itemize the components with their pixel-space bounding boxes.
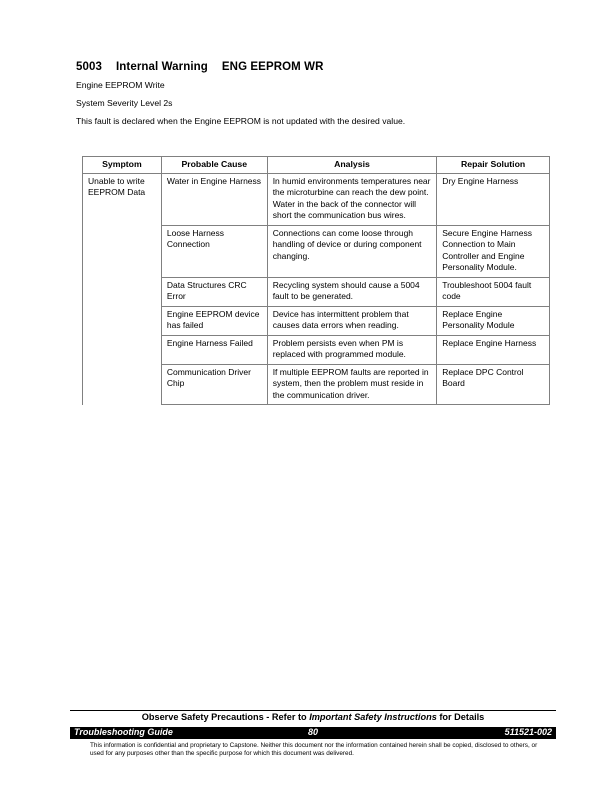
table-row (83, 173, 550, 225)
fault-declaration: This fault is declared when the Engine EEPROM is not updated with the desired value. (76, 116, 406, 126)
table-header-row (83, 157, 550, 174)
fault-code: 5003 (76, 61, 102, 73)
safety-suffix: for Details (436, 712, 485, 722)
solution-cell: Secure Engine Harness Connection to Main Controller and Engine Personality Module. (437, 225, 550, 277)
header-probable-cause: Probable Cause (161, 157, 267, 174)
safety-emphasis: Important Safety Instructions (309, 712, 437, 722)
header-analysis: Analysis (267, 157, 437, 174)
footer-divider (70, 710, 556, 711)
solution-cell: Troubleshoot 5004 fault code (437, 277, 550, 306)
confidentiality-disclaimer: This information is confidential and proprietary to Capstone. Neither this document nor the information contained herein shall be copied, disclosed to others, or used for any purposes other than the specific purpose for which this document was delivered. (90, 742, 538, 757)
fault-type: Internal Warning (115, 61, 208, 73)
page-number: 80 (307, 727, 318, 737)
header-repair-solution: Repair Solution (437, 157, 550, 174)
symptom-cell: Unable to write EEPROM Data (83, 173, 162, 405)
cause-cell: Loose Harness Connection (161, 225, 267, 277)
analysis-cell: Problem persists even when PM is replaced with programmed module. (267, 335, 437, 364)
analysis-cell: If multiple EEPROM faults are reported in system, then the problem must reside in the communication driver. (267, 364, 437, 405)
cause-cell: Data Structures CRC Error (161, 277, 267, 306)
analysis-cell: Recycling system should cause a 5004 fault to be generated. (267, 277, 437, 306)
solution-cell: Replace Engine Harness (437, 335, 550, 364)
header-symptom: Symptom (83, 157, 162, 174)
cause-cell: Communication Driver Chip (161, 364, 267, 405)
solution-cell: Replace DPC Control Board (437, 364, 550, 405)
footer-bar (70, 727, 556, 739)
fault-description: Engine EEPROM Write (76, 80, 165, 90)
fault-heading (76, 61, 338, 73)
solution-cell: Dry Engine Harness (437, 173, 550, 225)
analysis-cell: Connections can come loose through handling of device or during component changing. (267, 225, 437, 277)
fault-table (82, 156, 550, 405)
safety-notice (70, 712, 556, 722)
guide-title: Troubleshooting Guide (74, 727, 173, 737)
cause-cell: Engine Harness Failed (161, 335, 267, 364)
safety-prefix: Observe Safety Precautions - Refer to (141, 712, 310, 722)
analysis-cell: In humid environments temperatures near the microturbine can reach the dew point. Water in the back of the connector will short the communication bus wires. (267, 173, 437, 225)
fault-name: ENG EEPROM WR (221, 61, 324, 73)
analysis-cell: Device has intermittent problem that causes data errors when reading. (267, 306, 437, 335)
solution-cell: Replace Engine Personality Module (437, 306, 550, 335)
document-number: 511521-002 (504, 727, 552, 737)
cause-cell: Engine EEPROM device has failed (161, 306, 267, 335)
cause-cell: Water in Engine Harness (161, 173, 267, 225)
fault-severity: System Severity Level 2s (76, 98, 173, 108)
